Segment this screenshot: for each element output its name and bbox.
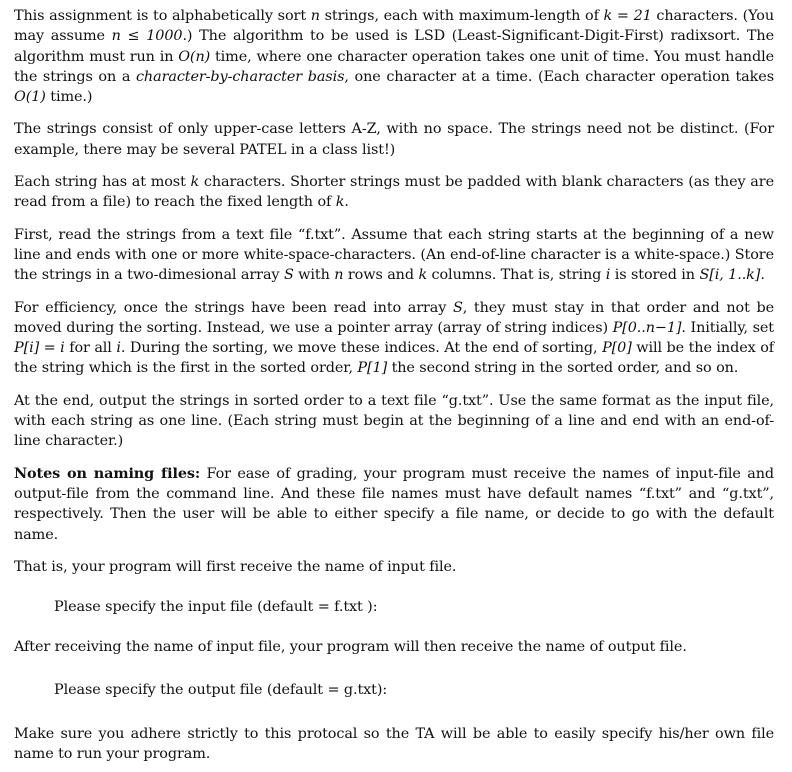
output-file-prompt: Please specify the output file (default = g.txt): [54, 681, 388, 698]
paragraph-read-input: First, read the strings from a text file “f.txt”. Assume that each string starts at the beginning of a new line and ends with one or more white-space-characters. (An end-of-line character is a white-space.) Store the strings in a two-dimesional array S with n rows and k columns. That is, string i is stored in S[i, 1..k]. [14, 226, 774, 284]
paragraph-output: At the end, output the strings in sorted order to a text file “g.txt”. Use the same format as the input file, with each string as one line. (Each string must begin at the beginning of a line and end with an end-of-line character.) [14, 392, 774, 450]
paragraph-input-intro: That is, your program will first receive the name of input file. [14, 558, 457, 575]
input-file-prompt: Please specify the input file (default = f.txt ): [54, 599, 378, 616]
paragraph-pointer-array: For efficiency, once the strings have been read into array S, they must stay in that order and not be moved during the sorting. Instead, we use a pointer array (array of string indices) P[0..n−1]. Initially, set P[i] = i for all i. During the sorting, we move these indices. At the end of sorting, P[0] will be the index of the string which is the first in the sorted order, P[1] the second string in the sorted order, and so on. [14, 299, 774, 377]
paragraph-padding: Each string has at most k characters. Shorter strings must be padded with blank characters (as they are read from a file) to reach the fixed length of k. [14, 174, 774, 211]
section-heading: Notes on naming files: [14, 464, 201, 482]
paragraph-strings-content: The strings consist of only upper-case letters A-Z, with no space. The strings need not be distinct. (For example, there may be several PATEL in a class list!) [14, 121, 774, 158]
paragraph-protocol: Make sure you adhere strictly to this protocal so the TA will be able to easily specify his/her own file name to run your program. [14, 726, 774, 763]
paragraph-intro: This assignment is to alphabetically sort n strings, each with maximum-length of k = 21 characters. (You may assume n ≤ 1000.) The algorithm to be used is LSD (Least-Significant-Digit-First) radixsort. The algorithm must run in O(n) time, where one character operation takes one unit of time. You must handle the strings on a character-by-character basis, one character at a time. (Each character operation takes O(1) time.) [14, 8, 774, 106]
paragraph-output-intro: After receiving the name of input file, your program will then receive the name of output file. [14, 639, 687, 656]
paragraph-naming-files: Notes on naming files: For ease of grading, your program must receive the names of input-file and output-file from the command line. And these file names must have default names “f.txt” and “g.txt”, respectively. Then the user will be able to either specify a file name, or decide to go with the default name. [14, 464, 775, 543]
